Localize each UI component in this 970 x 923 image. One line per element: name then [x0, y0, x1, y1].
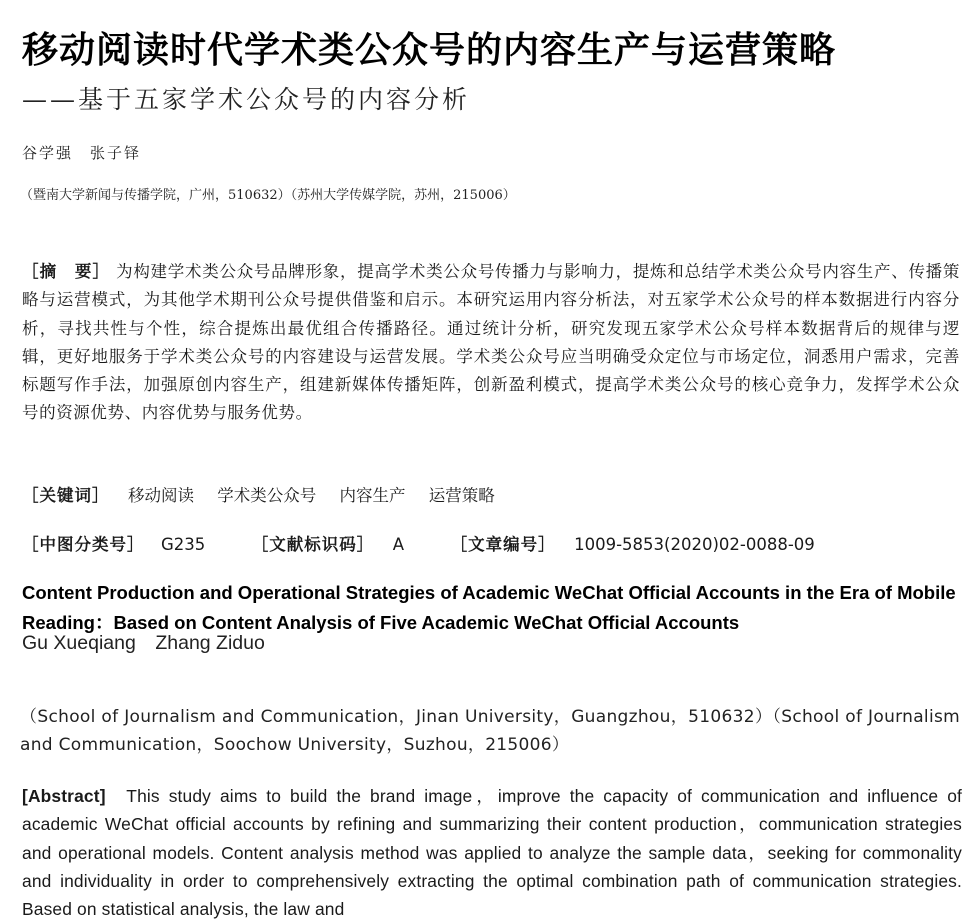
keywords-label: ［关键词］	[22, 486, 110, 505]
abstract-en-text: This study aims to build the brand image，improve the capacity of communication and influence of academic WeChat official accounts by refining and summarizing their content production，communication strategies and operational models. Content analysis method was applied to analyze the sample data，seeking for commonality and individuality in order to comprehensively extracting the optimal combination path of communication strategies. Based on statistical analysis, the law and	[22, 786, 963, 920]
affiliations-cn: （暨南大学新闻与传播学院，广州，510632）（苏州大学传媒学院，苏州，215006）	[20, 188, 516, 203]
authors-en: Gu Xueqiang Zhang Ziduo	[22, 632, 265, 654]
paper-title-en: Content Production and Operational Strategies of Academic WeChat Official Accounts in the Era of Mobile Reading：Based on Content Analysis of Five Academic WeChat Official Accounts	[22, 582, 956, 633]
paper-subtitle-cn: ——基于五家学术公众号的内容分析	[22, 85, 471, 114]
abstract-cn	[22, 258, 960, 428]
article-no-label: ［文章编号］	[450, 535, 556, 554]
clc-label: ［中图分类号］	[22, 535, 145, 554]
keyword-item: 学术类公众号	[217, 486, 317, 505]
doc-code-label: ［文献标识码］	[251, 535, 375, 554]
keyword-item: 运营策略	[428, 486, 495, 505]
authors-cn: 谷学强 张子铎	[22, 144, 142, 162]
article-no-value: 1009-5853(2020)02-0088-09	[574, 535, 815, 554]
keyword-item: 移动阅读	[128, 486, 194, 505]
abstract-cn-label: ［摘 要］	[22, 262, 111, 281]
keywords-line	[22, 482, 513, 506]
paper-title-cn: 移动阅读时代学术类公众号的内容生产与运营策略	[22, 29, 837, 71]
classification-line	[22, 531, 815, 555]
clc-value: G235	[161, 535, 206, 554]
abstract-en-label: [Abstract]	[22, 786, 106, 806]
abstract-en	[22, 782, 962, 923]
keyword-item: 内容生产	[339, 486, 406, 505]
doc-code-value: A	[392, 535, 405, 554]
affiliations-en: （School of Journalism and Communication，Jinan University，Guangzhou，510632）（School of Journalism and Communication，Soochow University，Suzhou，215006）	[20, 707, 960, 755]
abstract-cn-text: 为构建学术类公众号品牌形象，提高学术类公众号传播力与影响力，提炼和总结学术类公众号内容生产、传播策略与运营模式，为其他学术期刊公众号提供借鉴和启示。本研究运用内容分析法，对五家学术公众号的样本数据进行内容分析，寻找共性与个性，综合提炼出最优组合传播路径。通过统计分析，研究发现五家学术公众号样本数据背后的规律与逻辑，更好地服务于学术类公众号的内容建设与运营发展。学术类公众号应当明确受众定位与市场定位，洞悉用户需求，完善标题写作手法，加强原创内容生产，组建新媒体传播矩阵，创新盈利模式，提高学术类公众号的核心竞争力，发挥学术公众号的资源优势、内容优势与服务优势。	[22, 262, 960, 423]
